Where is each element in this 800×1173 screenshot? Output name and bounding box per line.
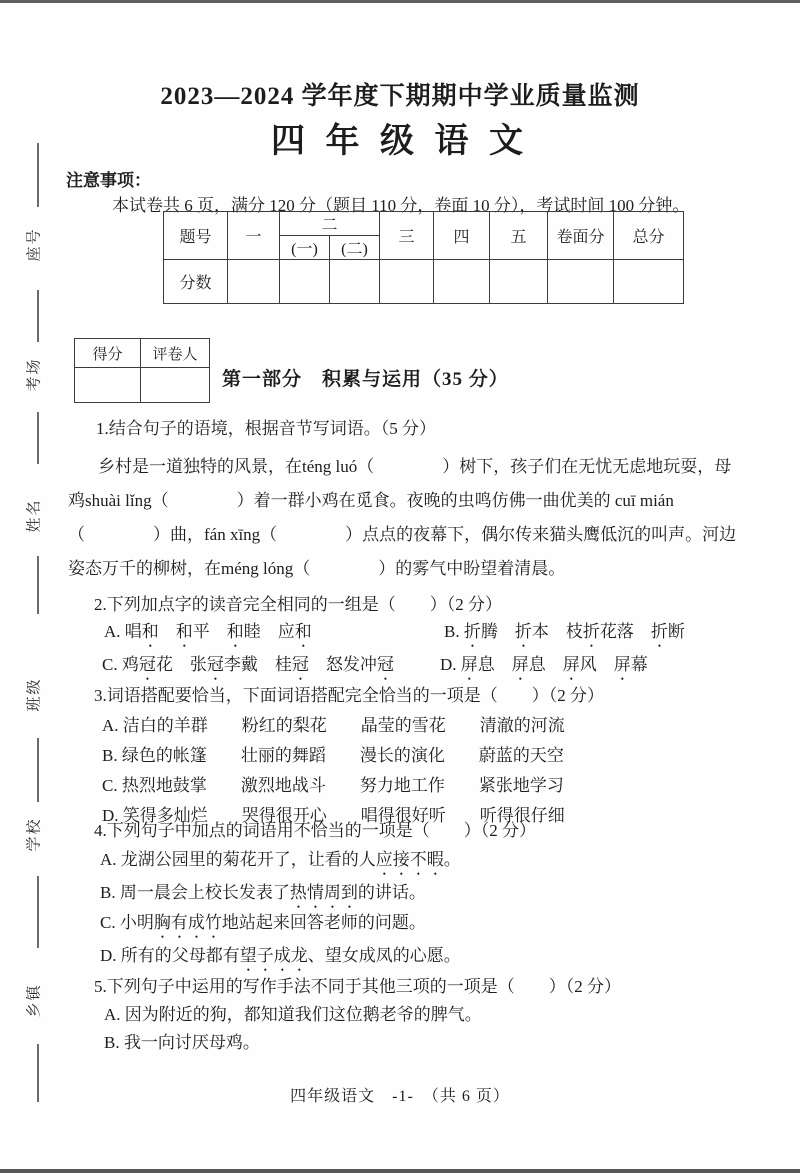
plain-text: B.: [444, 622, 464, 641]
plain-text: 息: [528, 655, 563, 674]
q2-stem: 2.下列加点字的读音完全相同的一组是（ ）（2 分）: [94, 595, 502, 614]
q5-option-b: B. 我一向讨厌母鸡。: [104, 1033, 260, 1052]
binding-line: [37, 556, 39, 614]
plain-text: 、望女成凤的心愿。: [307, 946, 461, 965]
emphasized-text: 冠: [291, 655, 309, 674]
emphasized-text: 和: [226, 622, 244, 641]
plain-text: A. 唱: [104, 622, 142, 641]
plain-text: 。: [443, 850, 461, 869]
q1-passage-line: （ ）曲，fán xīng（ ）点点的夜幕下，偶尔传来猫头鹰低沉的叫声。河边: [68, 525, 737, 544]
emphasized-text: 折: [514, 622, 532, 641]
emphasized-text: 屏: [511, 655, 529, 674]
score-table: [163, 211, 684, 304]
q3-option-a: A. 洁白的羊群 粉红的梨花 晶莹的雪花 清澈的河流: [102, 716, 565, 735]
exam-title: 2023—2024 学年度下期期中学业质量监测: [160, 83, 640, 110]
sidebar-label-township: [8, 974, 58, 1026]
sidebar-label-text: 考场: [26, 356, 43, 392]
plain-text: [159, 622, 176, 641]
sidebar-label-exam-room: [8, 348, 58, 400]
q2-option-d: [440, 650, 648, 684]
emphasized-text: 胸有成竹: [153, 913, 222, 932]
emphasized-text: 冠: [376, 655, 394, 674]
sidebar-label-name: [8, 488, 58, 542]
grading-box-score-label: 得分: [75, 339, 141, 368]
plain-text: 花落: [599, 622, 651, 641]
binding-line: [37, 412, 39, 464]
q2-option-a: [104, 617, 312, 651]
q4-stem: 4.下列句子中加点的词语用不恰当的一项是（ ）（2 分）: [94, 821, 536, 840]
grading-box: [74, 338, 210, 403]
grading-box-grader-label: 评卷人: [141, 339, 210, 368]
emphasized-text: 屏: [613, 655, 631, 674]
score-table-header-paper-score: 卷面分: [548, 212, 614, 260]
emphasized-text: 和: [175, 622, 193, 641]
scan-edge-top: [0, 0, 800, 3]
plain-text: D.: [440, 655, 461, 674]
sidebar-label-seat-number: [8, 216, 58, 272]
q1-stem: 1.结合句子的语境，根据音节写词语。（5 分）: [96, 419, 436, 438]
emphasized-text: 屏: [460, 655, 478, 674]
q2-option-b: [444, 617, 685, 651]
plain-text: 本 枝: [531, 622, 583, 641]
emphasized-text: 冠: [138, 655, 156, 674]
plain-text: A. 龙湖公园里的菊花开了，让看的人: [100, 850, 376, 869]
binding-line: [37, 738, 39, 802]
emphasized-text: 和: [294, 622, 312, 641]
q3-option-c: C. 热烈地鼓掌 激烈地战斗 努力地工作 紧张地学习: [102, 776, 564, 795]
plain-text: 睦 应: [243, 622, 295, 641]
score-table-header-four: 四: [434, 212, 490, 260]
score-table-header-total-score: 总分: [614, 212, 684, 260]
q3-stem: 3.词语搭配要恰当，下面词语搭配完全恰当的一项是（ ）（2 分）: [94, 686, 604, 705]
sidebar-label-text: 学校: [26, 816, 43, 852]
emphasized-text: 折: [582, 622, 600, 641]
q5-stem: 5.下列句子中运用的写作手法不同于其他三项的一项是（ ）（2 分）: [94, 977, 621, 996]
sidebar-label-class: [8, 668, 58, 720]
q3-option-d: D. 笑得多灿烂 哭得很开心 唱得很好听 听得很仔细: [102, 806, 565, 825]
plain-text: 李戴 桂: [223, 655, 292, 674]
sidebar-label-text: 班级: [26, 676, 43, 712]
score-table-header-one: 一: [228, 212, 280, 260]
binding-line: [37, 876, 39, 948]
score-table-empty-cell: [434, 260, 490, 304]
q5-option-a: A. 因为附近的狗，都知道我们这位鹅老爷的脾气。: [104, 1005, 482, 1024]
emphasized-text: 折: [463, 622, 481, 641]
q1-passage-line: 鸡shuài lǐng（ ）着一群小鸡在觅食。夜晚的虫鸣仿佛一曲优美的 cuī mián: [68, 491, 674, 510]
emphasized-text: 屏: [562, 655, 580, 674]
emphasized-text: 望子成龙: [239, 946, 308, 965]
score-table-empty-cell: [280, 260, 330, 304]
sidebar-label-text: 乡镇: [26, 982, 43, 1018]
score-table-header-two-sub2: (二): [330, 236, 380, 260]
notice-label: 注意事项：: [66, 171, 151, 190]
grading-box-empty-cell: [75, 368, 141, 403]
score-table-header-five: 五: [490, 212, 548, 260]
plain-text: 腾: [480, 622, 515, 641]
scan-edge-bottom: [0, 1169, 800, 1173]
emphasized-text: 折: [650, 622, 668, 641]
q1-passage-line: 乡村是一道独特的风景，在téng luó（ ）树下，孩子们在无忧无虑地玩耍，母: [98, 457, 732, 476]
sidebar-label-text: 姓名: [26, 497, 43, 533]
q4-option-a: [100, 845, 461, 879]
score-table-empty-cell: [614, 260, 684, 304]
plain-text: D. 所有的父母都有: [100, 946, 240, 965]
q4-option-b: [100, 878, 426, 912]
plain-text: 花 张: [155, 655, 207, 674]
sidebar-label-school: [8, 810, 58, 858]
q4-option-d: [100, 941, 461, 975]
score-table-score-label: 分数: [164, 260, 228, 304]
emphasized-text: 应接不暇: [375, 850, 444, 869]
plain-text: 断: [667, 622, 685, 641]
plain-text: C. 小明: [100, 913, 154, 932]
plain-text: C. 鸡: [102, 655, 139, 674]
page-footer: 四年级语文 -1- （共 6 页）: [290, 1088, 510, 1105]
grading-box-empty-cell: [141, 368, 210, 403]
score-table-header-three: 三: [380, 212, 434, 260]
score-table-empty-cell: [548, 260, 614, 304]
score-table-header-question: 题号: [164, 212, 228, 260]
q4-option-c: [100, 908, 426, 942]
emphasized-text: 冠: [206, 655, 224, 674]
score-table-empty-cell: [380, 260, 434, 304]
score-table-empty-cell: [228, 260, 280, 304]
section-heading: 第一部分 积累与运用（35 分）: [222, 369, 509, 390]
plain-text: 风: [579, 655, 614, 674]
q1-passage-line: 姿态万千的柳树，在méng lóng（ ）的雾气中盼望着清晨。: [68, 559, 566, 578]
score-table-header-two: 二: [280, 212, 380, 236]
exam-subject-title: 四 年 级 语 文: [271, 123, 529, 160]
emphasized-text: 和: [141, 622, 159, 641]
emphasized-text: 热情周到: [289, 883, 358, 902]
score-table-header-two-sub1: (一): [280, 236, 330, 260]
q3-option-b: B. 绿色的帐篷 壮丽的舞蹈 漫长的演化 蔚蓝的天空: [102, 746, 564, 765]
plain-text: 幕: [630, 655, 648, 674]
sidebar-label-text: 座号: [26, 226, 43, 262]
plain-text: 地站起来回答老师的问题。: [221, 913, 426, 932]
notice-text: 本试卷共 6 页，满分 120 分（题目 110 分，卷面 10 分），考试时间 100 分钟。: [112, 196, 690, 215]
plain-text: 息: [477, 655, 512, 674]
q2-option-c: [102, 650, 394, 684]
binding-line: [37, 290, 39, 342]
plain-text: B. 周一晨会上校长发表了: [100, 883, 290, 902]
score-table-empty-cell: [490, 260, 548, 304]
plain-text: 平: [192, 622, 227, 641]
score-table-empty-cell: [330, 260, 380, 304]
plain-text: 怒发冲: [308, 655, 377, 674]
plain-text: 的讲话。: [357, 883, 426, 902]
